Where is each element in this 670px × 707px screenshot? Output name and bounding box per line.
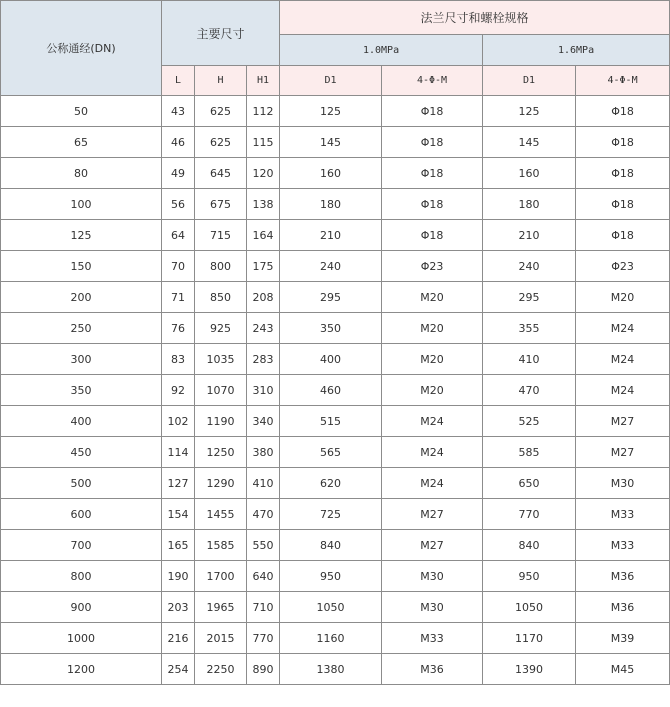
cell-D1-1-6: 210 (483, 220, 576, 251)
table-row (1, 282, 670, 313)
cell-bolt-1-6: M27 (576, 437, 670, 468)
table-row (1, 127, 670, 158)
cell-H: 1190 (195, 406, 247, 437)
cell-D1-1-6: 410 (483, 344, 576, 375)
cell-D1-1-0: 350 (280, 313, 382, 344)
cell-bolt-1-6: M24 (576, 375, 670, 406)
cell-bolt-1-0: Φ18 (382, 96, 483, 127)
table-row (1, 437, 670, 468)
cell-H1: 710 (247, 592, 280, 623)
cell-H1: 470 (247, 499, 280, 530)
cell-bolt-1-6: M27 (576, 406, 670, 437)
cell-bolt-1-6: Φ18 (576, 96, 670, 127)
cell-H1: 410 (247, 468, 280, 499)
cell-H: 2015 (195, 623, 247, 654)
table-row (1, 220, 670, 251)
cell-L: 165 (162, 530, 195, 561)
cell-H1: 550 (247, 530, 280, 561)
main-dimensions-header: 主要尺寸 (162, 1, 280, 66)
cell-dn: 400 (1, 406, 162, 437)
cell-bolt-1-0: M30 (382, 561, 483, 592)
table-row (1, 251, 670, 282)
cell-D1-1-6: 180 (483, 189, 576, 220)
cell-bolt-1-6: M24 (576, 344, 670, 375)
cell-H: 1700 (195, 561, 247, 592)
table-row (1, 592, 670, 623)
cell-dn: 250 (1, 313, 162, 344)
cell-dn: 500 (1, 468, 162, 499)
pressure-1-6-header: 1.6MPa (483, 35, 670, 66)
cell-bolt-1-6: M45 (576, 654, 670, 685)
cell-D1-1-6: 770 (483, 499, 576, 530)
table-row (1, 344, 670, 375)
cell-D1-1-0: 1160 (280, 623, 382, 654)
cell-D1-1-6: 125 (483, 96, 576, 127)
cell-L: 154 (162, 499, 195, 530)
cell-bolt-1-6: Φ23 (576, 251, 670, 282)
cell-D1-1-6: 470 (483, 375, 576, 406)
cell-bolt-1-6: Φ18 (576, 220, 670, 251)
cell-H: 625 (195, 127, 247, 158)
cell-bolt-1-0: M36 (382, 654, 483, 685)
cell-L: 102 (162, 406, 195, 437)
cell-D1-1-0: 1050 (280, 592, 382, 623)
cell-dn: 300 (1, 344, 162, 375)
cell-D1-1-6: 160 (483, 158, 576, 189)
cell-H: 2250 (195, 654, 247, 685)
cell-H1: 112 (247, 96, 280, 127)
cell-bolt-1-6: M36 (576, 561, 670, 592)
cell-H: 1965 (195, 592, 247, 623)
cell-H: 1250 (195, 437, 247, 468)
cell-H: 715 (195, 220, 247, 251)
cell-D1-1-6: 840 (483, 530, 576, 561)
cell-L: 127 (162, 468, 195, 499)
table-row (1, 561, 670, 592)
cell-dn: 200 (1, 282, 162, 313)
cell-L: 190 (162, 561, 195, 592)
cell-D1-1-6: 295 (483, 282, 576, 313)
cell-L: 70 (162, 251, 195, 282)
cell-D1-1-0: 620 (280, 468, 382, 499)
cell-dn: 1200 (1, 654, 162, 685)
cell-D1-1-6: 1170 (483, 623, 576, 654)
cell-D1-1-6: 650 (483, 468, 576, 499)
cell-H: 925 (195, 313, 247, 344)
cell-H1: 115 (247, 127, 280, 158)
cell-H: 1455 (195, 499, 247, 530)
table-row (1, 313, 670, 344)
table-row (1, 406, 670, 437)
cell-L: 114 (162, 437, 195, 468)
cell-dn: 1000 (1, 623, 162, 654)
table-row (1, 654, 670, 685)
cell-H1: 340 (247, 406, 280, 437)
table-row (1, 468, 670, 499)
col-bolt-1-6-header: 4-Φ-M (576, 66, 670, 96)
cell-D1-1-0: 725 (280, 499, 382, 530)
cell-bolt-1-0: M27 (382, 499, 483, 530)
cell-dn: 80 (1, 158, 162, 189)
cell-D1-1-6: 1390 (483, 654, 576, 685)
cell-bolt-1-6: M39 (576, 623, 670, 654)
cell-bolt-1-0: M30 (382, 592, 483, 623)
cell-bolt-1-0: M20 (382, 313, 483, 344)
cell-bolt-1-6: M20 (576, 282, 670, 313)
cell-D1-1-0: 460 (280, 375, 382, 406)
cell-H1: 283 (247, 344, 280, 375)
col-D1-1-6-header: D1 (483, 66, 576, 96)
cell-H: 1585 (195, 530, 247, 561)
cell-H: 800 (195, 251, 247, 282)
cell-bolt-1-0: M33 (382, 623, 483, 654)
cell-bolt-1-6: Φ18 (576, 127, 670, 158)
cell-D1-1-0: 210 (280, 220, 382, 251)
cell-L: 49 (162, 158, 195, 189)
cell-bolt-1-6: M33 (576, 530, 670, 561)
cell-D1-1-0: 565 (280, 437, 382, 468)
cell-L: 71 (162, 282, 195, 313)
cell-H: 1035 (195, 344, 247, 375)
cell-D1-1-6: 950 (483, 561, 576, 592)
cell-bolt-1-0: M24 (382, 468, 483, 499)
cell-D1-1-0: 1380 (280, 654, 382, 685)
flange-header: 法兰尺寸和螺栓规格 (280, 1, 670, 35)
table-row (1, 530, 670, 561)
cell-H1: 208 (247, 282, 280, 313)
cell-H: 1290 (195, 468, 247, 499)
cell-D1-1-6: 585 (483, 437, 576, 468)
cell-H1: 175 (247, 251, 280, 282)
cell-bolt-1-6: M24 (576, 313, 670, 344)
cell-H1: 890 (247, 654, 280, 685)
table-row (1, 499, 670, 530)
cell-H1: 164 (247, 220, 280, 251)
cell-bolt-1-6: M36 (576, 592, 670, 623)
cell-dn: 50 (1, 96, 162, 127)
cell-L: 83 (162, 344, 195, 375)
table-row (1, 96, 670, 127)
table-row (1, 158, 670, 189)
cell-L: 64 (162, 220, 195, 251)
col-L-header: L (162, 66, 195, 96)
cell-bolt-1-0: Φ23 (382, 251, 483, 282)
col-D1-1-0-header: D1 (280, 66, 382, 96)
cell-dn: 800 (1, 561, 162, 592)
cell-H1: 380 (247, 437, 280, 468)
cell-L: 216 (162, 623, 195, 654)
cell-H: 675 (195, 189, 247, 220)
cell-dn: 450 (1, 437, 162, 468)
cell-bolt-1-0: M20 (382, 375, 483, 406)
cell-dn: 700 (1, 530, 162, 561)
cell-bolt-1-0: M20 (382, 344, 483, 375)
cell-H1: 120 (247, 158, 280, 189)
cell-D1-1-6: 145 (483, 127, 576, 158)
cell-L: 46 (162, 127, 195, 158)
cell-bolt-1-0: M27 (382, 530, 483, 561)
col-bolt-1-0-header: 4-Φ-M (382, 66, 483, 96)
cell-H1: 310 (247, 375, 280, 406)
cell-H: 645 (195, 158, 247, 189)
cell-L: 76 (162, 313, 195, 344)
cell-D1-1-6: 525 (483, 406, 576, 437)
cell-bolt-1-6: M30 (576, 468, 670, 499)
cell-bolt-1-0: Φ18 (382, 158, 483, 189)
cell-D1-1-6: 240 (483, 251, 576, 282)
dn-header: 公称通经(DN) (1, 1, 162, 96)
cell-bolt-1-6: Φ18 (576, 189, 670, 220)
col-H1-header: H1 (247, 66, 280, 96)
cell-D1-1-6: 355 (483, 313, 576, 344)
table-body (1, 96, 670, 685)
cell-dn: 350 (1, 375, 162, 406)
cell-H: 1070 (195, 375, 247, 406)
table-row (1, 375, 670, 406)
cell-bolt-1-0: Φ18 (382, 189, 483, 220)
cell-dn: 900 (1, 592, 162, 623)
cell-H1: 138 (247, 189, 280, 220)
cell-D1-1-0: 160 (280, 158, 382, 189)
cell-L: 203 (162, 592, 195, 623)
cell-bolt-1-0: M24 (382, 437, 483, 468)
cell-D1-1-0: 180 (280, 189, 382, 220)
cell-L: 92 (162, 375, 195, 406)
table-row (1, 623, 670, 654)
cell-dn: 65 (1, 127, 162, 158)
cell-L: 56 (162, 189, 195, 220)
cell-dn: 125 (1, 220, 162, 251)
col-H-header: H (195, 66, 247, 96)
cell-H: 625 (195, 96, 247, 127)
cell-bolt-1-6: Φ18 (576, 158, 670, 189)
cell-D1-1-0: 515 (280, 406, 382, 437)
cell-D1-1-0: 145 (280, 127, 382, 158)
cell-D1-1-0: 295 (280, 282, 382, 313)
cell-bolt-1-6: M33 (576, 499, 670, 530)
pressure-1-0-header: 1.0MPa (280, 35, 483, 66)
cell-D1-1-6: 1050 (483, 592, 576, 623)
cell-D1-1-0: 125 (280, 96, 382, 127)
cell-D1-1-0: 240 (280, 251, 382, 282)
cell-D1-1-0: 950 (280, 561, 382, 592)
cell-H1: 770 (247, 623, 280, 654)
cell-dn: 600 (1, 499, 162, 530)
cell-H: 850 (195, 282, 247, 313)
cell-H1: 640 (247, 561, 280, 592)
cell-D1-1-0: 400 (280, 344, 382, 375)
cell-L: 254 (162, 654, 195, 685)
cell-L: 43 (162, 96, 195, 127)
cell-dn: 150 (1, 251, 162, 282)
cell-bolt-1-0: M20 (382, 282, 483, 313)
cell-bolt-1-0: Φ18 (382, 127, 483, 158)
table-row (1, 189, 670, 220)
cell-H1: 243 (247, 313, 280, 344)
cell-bolt-1-0: M24 (382, 406, 483, 437)
cell-D1-1-0: 840 (280, 530, 382, 561)
cell-bolt-1-0: Φ18 (382, 220, 483, 251)
cell-dn: 100 (1, 189, 162, 220)
